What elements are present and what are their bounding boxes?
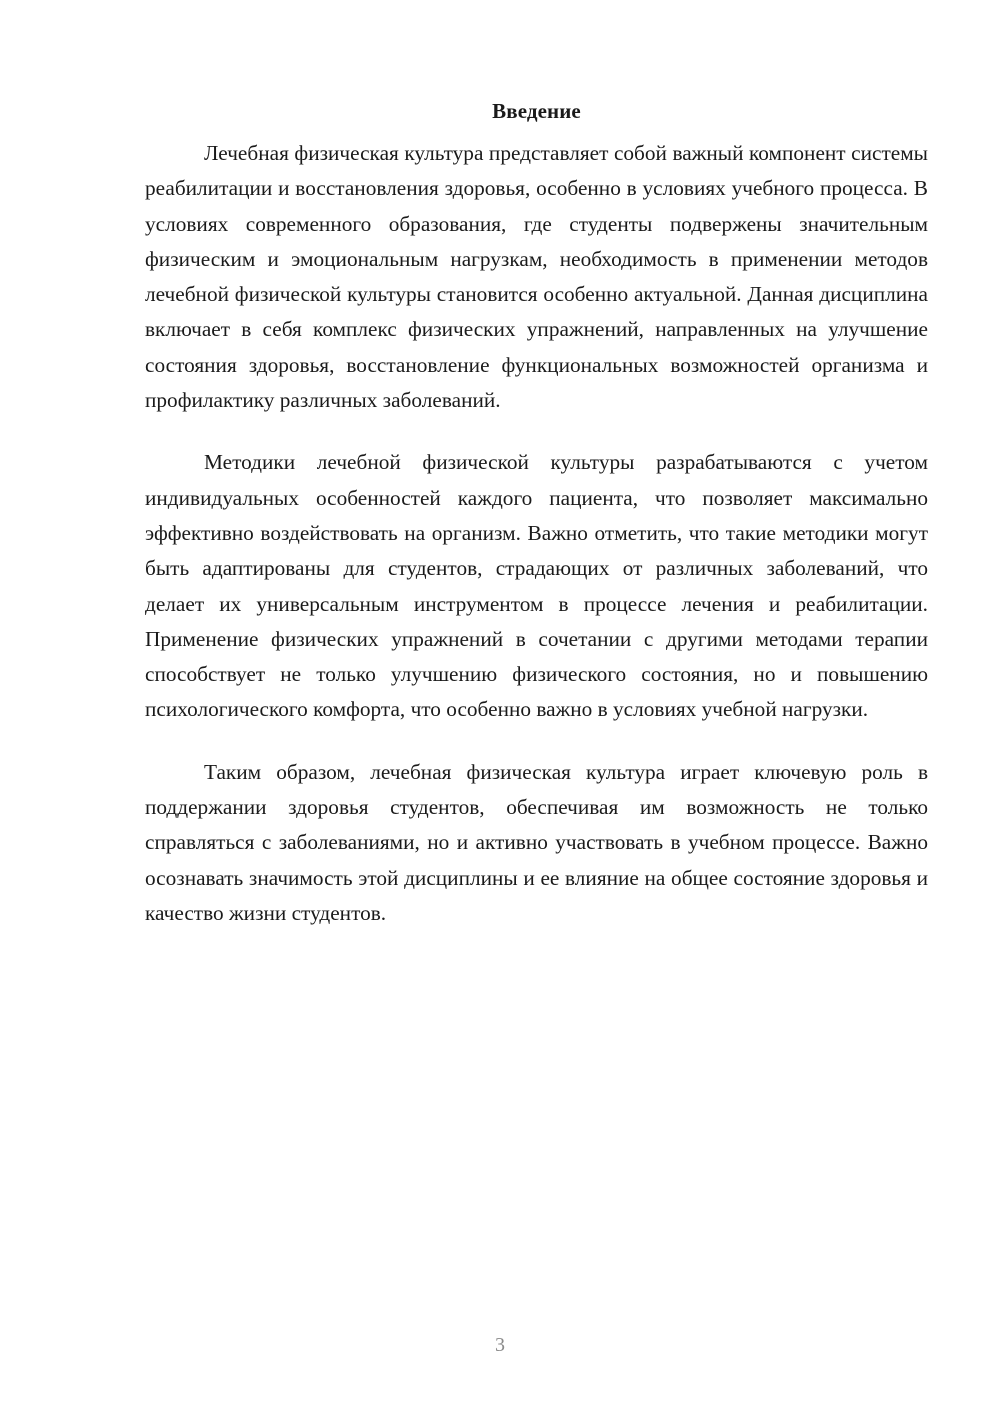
page-number: 3: [495, 1334, 505, 1356]
paragraph-2: Методики лечебной физической культуры разрабатываются с учетом индивидуальных особенностей каждого пациента, что позволяет максимально эффективно воздействовать на организм. Важно отметить, что такие методики могут быть адаптированы для студентов, страдающих от различных заболеваний, что делает их универсальным инструментом в процессе лечения и реабилитации. Применение физических упражнений в сочетании с другими методами терапии способствует не только улучшению физического состояния, но и повышению психологического комфорта, что особенно важно в условиях учебной нагрузки.: [145, 450, 928, 722]
paragraph-3: Таким образом, лечебная физическая культура играет ключевую роль в поддержании здоровья студентов, обеспечивая им возможность не только справляться с заболеваниями, но и активно участвовать в учебном процессе. Важно осознавать значимость этой дисциплины и ее влияние на общее состояние здоровья и качество жизни студентов.: [145, 759, 928, 925]
paragraph-1: Лечебная физическая культура представляет собой важный компонент системы реабилитации и восстановления здоровья, особенно в условиях учебного процесса. В условиях современного образования, где студенты подвержены значительным физическим и эмоциональным нагрузкам, необходимость в применении методов лечебной физической культуры становится особенно актуальной. Данная дисциплина включает в себя комплекс физических упражнений, направленных на улучшение состояния здоровья, восстановление функциональных возможностей организма и профилактику различных заболеваний.: [145, 141, 928, 413]
page-content: [145, 96, 928, 958]
section-title: Введение: [492, 99, 581, 123]
